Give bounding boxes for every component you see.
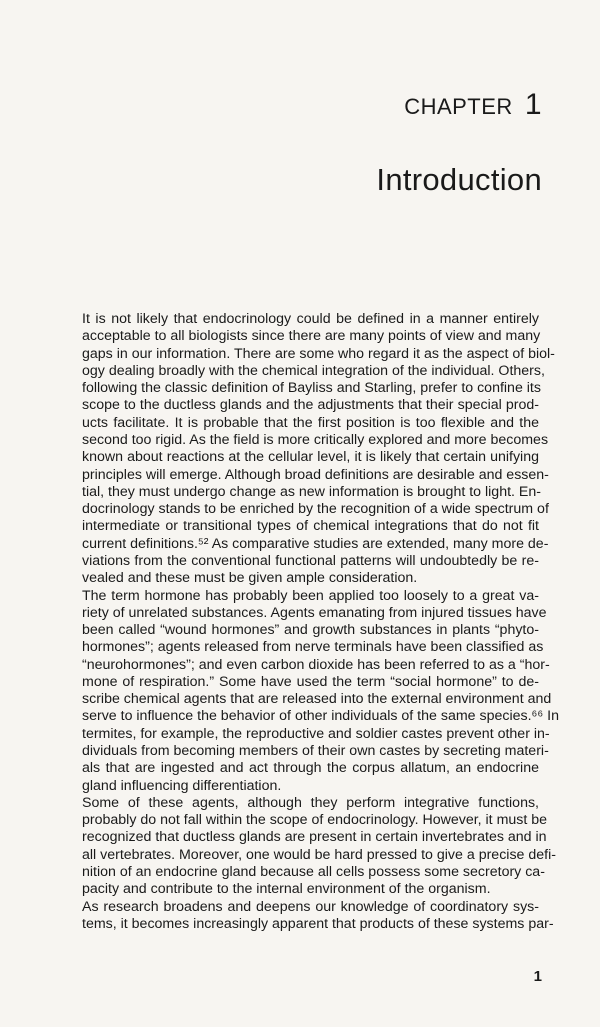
paragraph-2 <box>58 587 559 795</box>
chapter-heading <box>404 88 542 122</box>
text-line: recognized that ductless glands are present in certain invertebrates and in <box>82 829 547 846</box>
chapter-title: Introduction <box>376 162 542 197</box>
text-line: nition of an endocrine gland because all cells possess some secretory ca- <box>82 864 545 880</box>
text-line: gland influencing differentiation. <box>82 777 282 794</box>
text-line: probably do not fall within the scope of endocrinology. However, it must be <box>82 812 548 829</box>
text-line: als that are ingested and act through the corpus allatum, an endocrine <box>82 760 539 777</box>
text-line: serve to influence the behavior of other individuals of the same species.⁶⁶ In <box>82 708 559 725</box>
text-line: tems, it becomes increasingly apparent that products of these systems par- <box>82 915 554 932</box>
text-line: dividuals from becoming members of their own castes by secreting materi- <box>82 743 549 760</box>
body-text <box>58 311 559 933</box>
text-line: The term hormone has probably been applied too loosely to a great va- <box>82 587 539 604</box>
text-line: acceptable to all biologists since there are many points of view and many <box>82 328 541 345</box>
text-line: known about reactions at the cellular level, it is likely that certain unifying <box>82 449 539 466</box>
text-line: riety of unrelated substances. Agents emanating from injured tissues have <box>82 604 547 621</box>
paragraph-4 <box>58 898 554 934</box>
text-line: termites, for example, the reproductive and soldier castes prevent other in- <box>82 725 550 742</box>
text-line: been called “wound hormones” and growth substances in plants “phyto- <box>82 622 539 639</box>
text-line: docrinology stands to be enriched by the recognition of a wide spectrum of <box>82 501 549 518</box>
text-line: all vertebrates. Moreover, one would be hard pressed to give a precise defi- <box>82 846 556 863</box>
text-line: following the classic definition of Bayliss and Starling, prefer to confine its <box>82 380 541 397</box>
text-line: vealed and these must be given ample consideration. <box>82 570 418 587</box>
chapter-label: CHAPTER <box>404 94 513 119</box>
text-line: tial, they must undergo change as new information is brought to light. En- <box>82 483 541 500</box>
text-line: hormones”; agents released from nerve terminals have been classified as <box>82 639 544 656</box>
text-line: ogy dealing broadly with the chemical integration of the individual. Others, <box>82 362 545 379</box>
text-line: principles will emerge. Although broad definitions are desirable and essen- <box>82 466 549 483</box>
text-line: As research broadens and deepens our knowledge of coordinatory sys- <box>82 898 539 915</box>
page-number: 1 <box>533 968 542 985</box>
text-line: scribe chemical agents that are released into the external environment and <box>82 691 552 708</box>
paragraph-1 <box>58 311 555 588</box>
text-line: “neurohormones”; and even carbon dioxide has been referred to as a “hor- <box>82 656 550 673</box>
text-line: It is not likely that endocrinology could be defined in a manner entirely <box>82 311 539 327</box>
text-line: current definitions.⁵² As comparative studies are extended, many more de- <box>82 535 549 552</box>
text-line: mone of respiration.” Some have used the term “social hormone” to de- <box>82 673 539 690</box>
chapter-number: 1 <box>524 88 542 121</box>
text-line: pacity and contribute to the internal environment of the organism. <box>82 881 491 898</box>
text-line: second too rigid. As the field is more critically explored and more becomes <box>82 431 549 448</box>
paragraph-3 <box>58 794 556 899</box>
text-line: viations from the conventional functional patterns will undoubtedly be re- <box>82 552 539 569</box>
text-line: intermediate or transitional types of chemical integrations that do not fit <box>82 518 539 535</box>
text-line: ucts facilitate. It is probable that the first position is too flexible and the <box>82 414 539 431</box>
text-line: Some of these agents, although they perform integrative functions, <box>82 794 539 811</box>
text-line: gaps in our information. There are some who regard it as the aspect of biol- <box>82 345 555 362</box>
text-line: scope to the ductless glands and the adjustments that their special prod- <box>82 397 539 414</box>
